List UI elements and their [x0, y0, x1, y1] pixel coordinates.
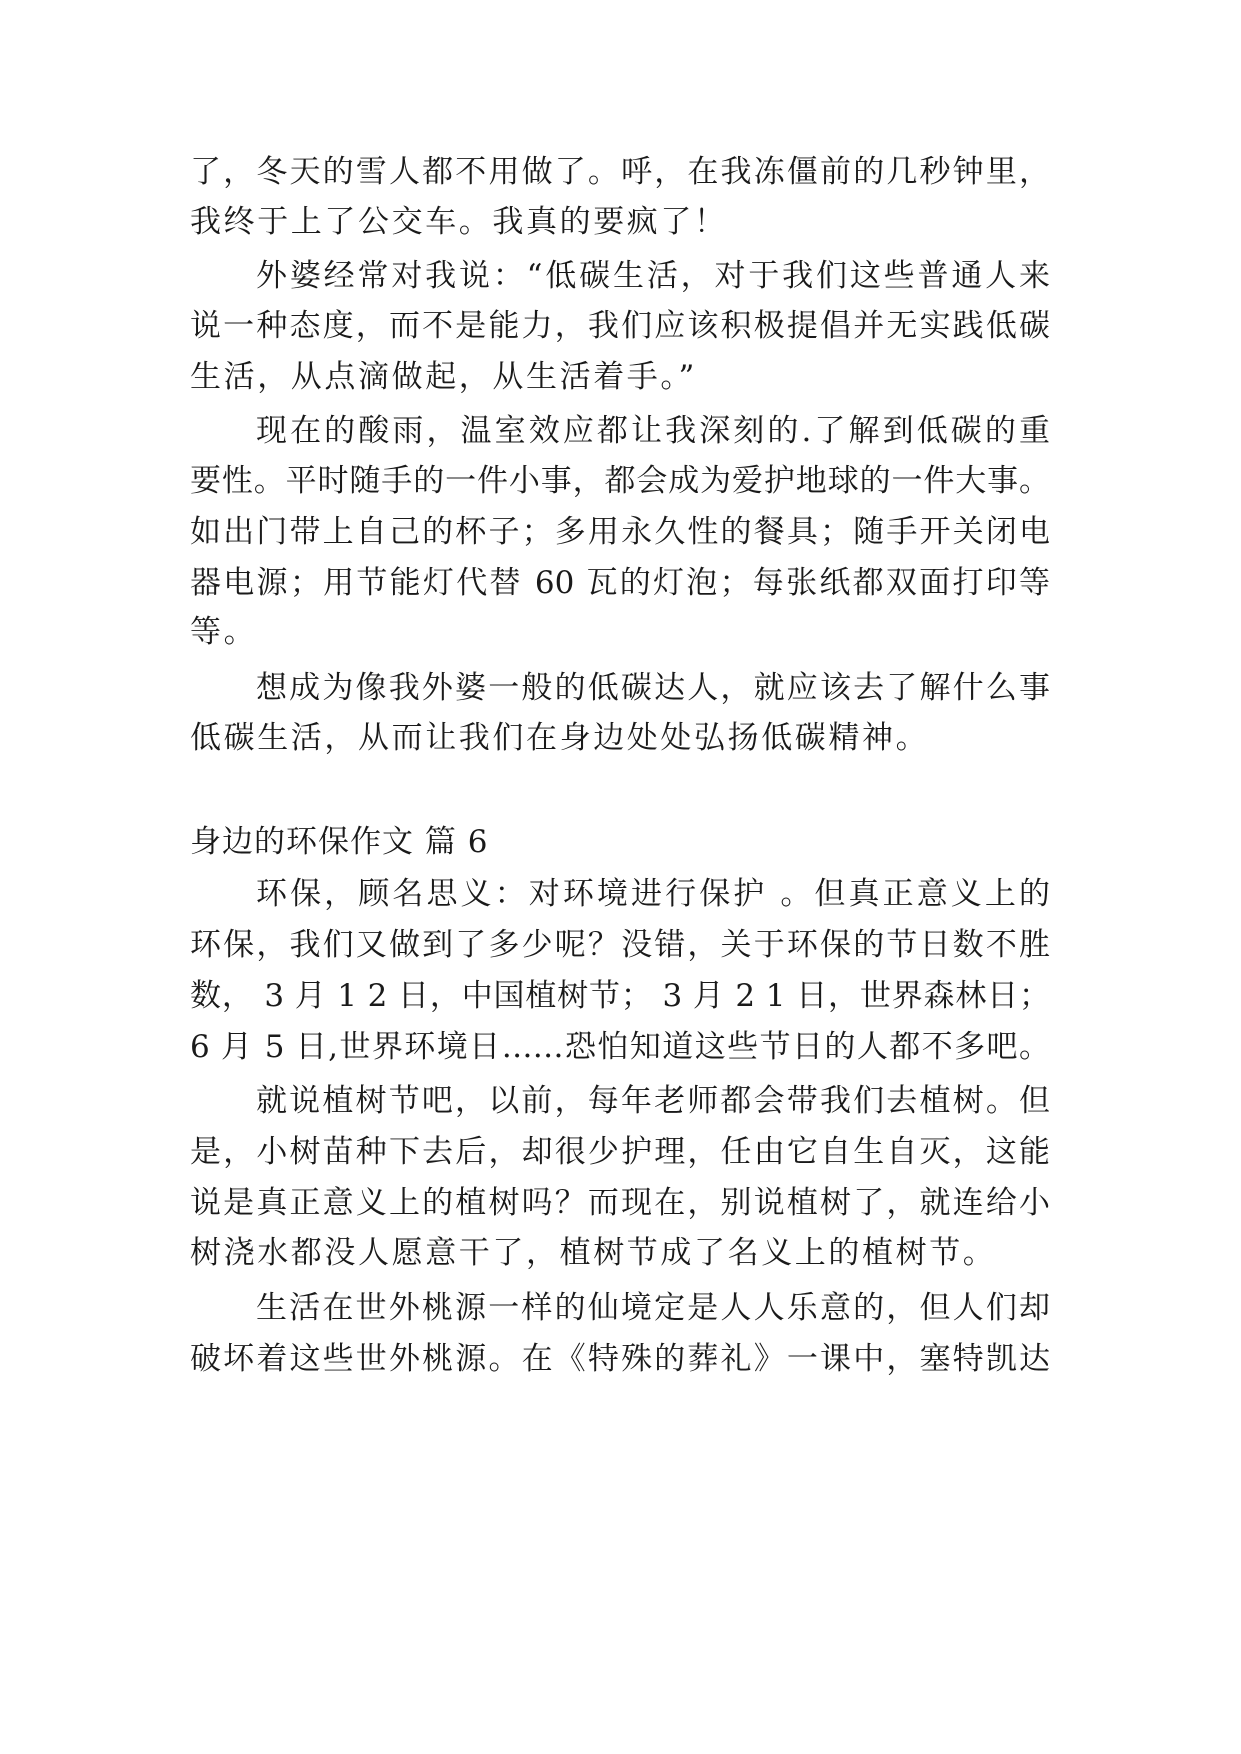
paragraph-line: 等。	[190, 614, 258, 650]
paragraph-line: 6 月 5 日,世界环境日……恐怕知道这些节日的人都不多吧。	[190, 1029, 1050, 1065]
paragraph-line: 环保，顾名思义：对环境进行保护 。但真正意义上的	[256, 876, 1050, 912]
paragraph-line: 破坏着这些世外桃源。在《特殊的葬礼》一课中，塞特凯达	[190, 1341, 1050, 1377]
paragraph-line: 说是真正意义上的植树吗？而现在，别说植树了，就连给小	[190, 1185, 1050, 1221]
paragraph-line: 环保，我们又做到了多少呢？没错，关于环保的节日数不胜	[190, 927, 1050, 963]
paragraph-line: 我终于上了公交车。我真的要疯了！	[190, 204, 728, 240]
paragraph-line: 要性。平时随手的一件小事，都会成为爱护地球的一件大事。	[190, 463, 1050, 499]
paragraph-line: 就说植树节吧，以前，每年老师都会带我们去植树。但	[256, 1083, 1050, 1119]
paragraph-line: 想成为像我外婆一般的低碳达人，就应该去了解什么事	[256, 670, 1050, 706]
paragraph-line: 器电源；用节能灯代替 60 瓦的灯泡；每张纸都双面打印等	[190, 565, 1050, 601]
paragraph-line: 了，冬天的雪人都不用做了。呼，在我冻僵前的几秒钟里，	[190, 154, 1050, 190]
paragraph-line: 外婆经常对我说：“低碳生活，对于我们这些普通人来	[256, 258, 1050, 294]
paragraph-line: 生活在世外桃源一样的仙境定是人人乐意的，但人们却	[256, 1290, 1050, 1326]
paragraph-line: 树浇水都没人愿意干了，植树节成了名义上的植树节。	[190, 1235, 997, 1271]
paragraph-line: 说一种态度，而不是能力，我们应该积极提倡并无实践低碳	[190, 308, 1050, 344]
section-heading: 身边的环保作文 篇 6	[190, 824, 489, 860]
paragraph-line: 低碳生活，从而让我们在身边处处弘扬低碳精神。	[190, 720, 930, 756]
paragraph-line: 数， 3 月 1 2 日，中国植树节； 3 月 2 1 日，世界森林日；	[190, 978, 1050, 1014]
paragraph-line: 是，小树苗种下去后，却很少护理，任由它自生自灭，这能	[190, 1134, 1050, 1170]
paragraph-line: 现在的酸雨，温室效应都让我深刻的.了解到低碳的重	[256, 413, 1050, 449]
paragraph-line: 如出门带上自己的杯子；多用永久性的餐具；随手开关闭电	[190, 514, 1050, 550]
paragraph-line: 生活，从点滴做起，从生活着手。”	[190, 359, 697, 395]
